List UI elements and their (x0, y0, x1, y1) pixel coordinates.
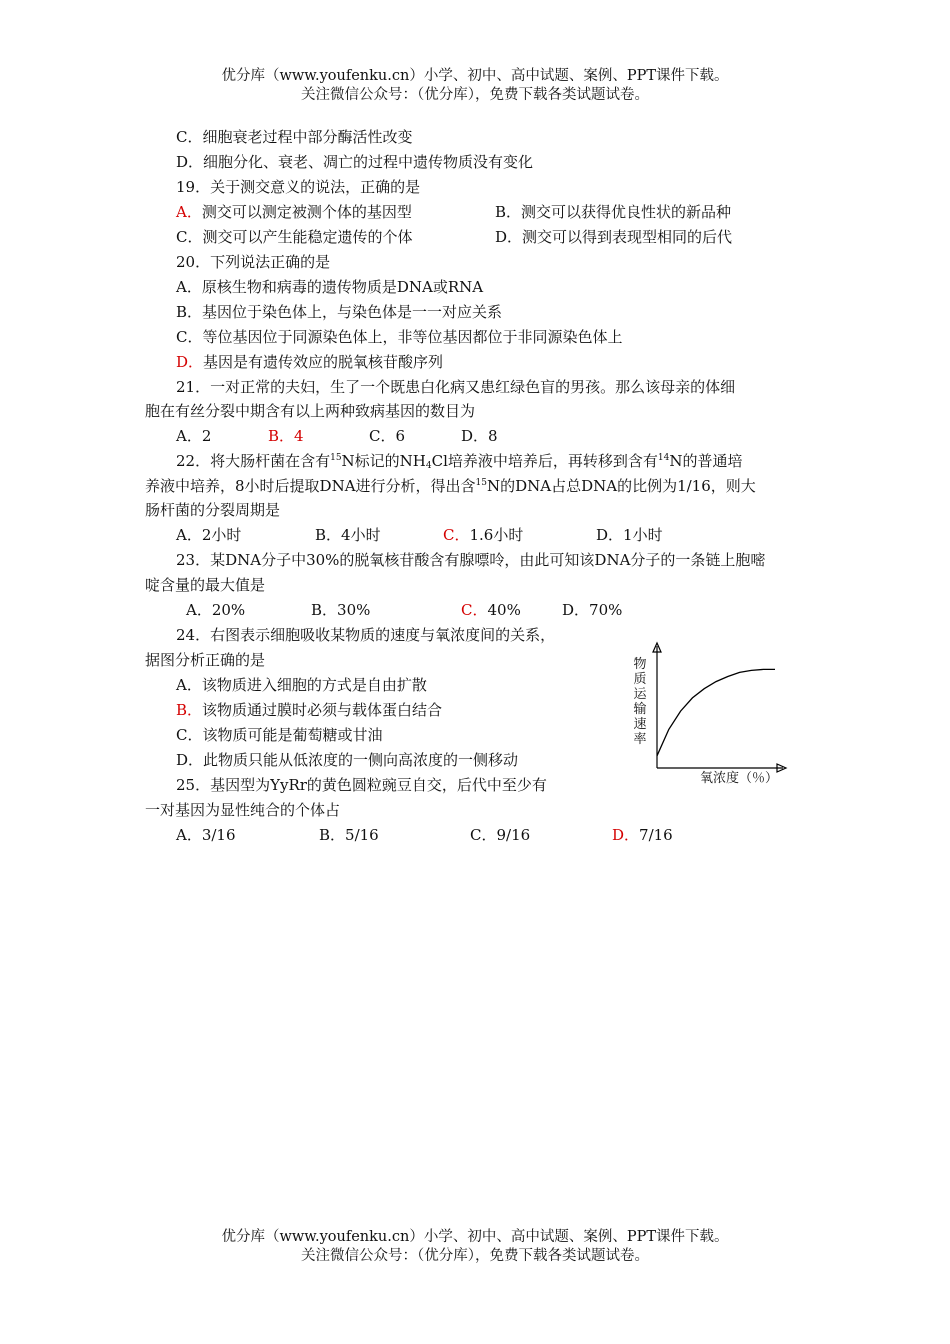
q22-option-c-text: 1.6小时 (469, 526, 524, 544)
q24-option-d: D．此物质只能从低浓度的一侧向高浓度的一侧移动 (176, 751, 519, 769)
isotope-superscript: 15 (475, 478, 487, 488)
series-line (657, 669, 775, 755)
q22-option-a: A．2小时 (176, 526, 242, 544)
q19-option-d: D．测交可以得到表现型相同的后代 (495, 228, 733, 246)
q19-option-c: C．测交可以产生能稳定遗传的个体 (176, 228, 413, 246)
q18-option-c: C．细胞衰老过程中部分酶活性改变 (176, 128, 413, 146)
q24-stem-line-1: 24．右图表示细胞吸收某物质的速度与氧浓度间的关系， (176, 626, 556, 644)
y-label-char: 质 (633, 672, 647, 687)
q25-stem-line-2: 一对基因为显性纯合的个体占 (145, 801, 341, 819)
q19-option-b: B．测交可以获得优良性状的新品种 (495, 203, 732, 221)
q21-option-c: C．6 (369, 427, 406, 445)
q24-stem-line-2: 据图分析正确的是 (145, 651, 266, 669)
q25-option-a: A．3/16 (176, 826, 236, 844)
q20-option-c: C．等位基因位于同源染色体上，非等位基因都位于非同源染色体上 (176, 328, 623, 346)
q23-option-c-text: 40% (487, 601, 521, 619)
answer-mark: A． (176, 203, 202, 221)
q20-option-d (176, 352, 443, 372)
q20-option-b: B．基因位于染色体上，与染色体是一一对应关系 (176, 303, 503, 321)
q19-option-a (176, 202, 412, 222)
q25-option-c: C．9/16 (470, 826, 531, 844)
q20-option-d-text: 基因是有遗传效应的脱氧核苷酸序列 (203, 353, 444, 371)
q23-option-c (461, 600, 521, 620)
q22-text: 养液中培养，8小时后提取DNA进行分析，得出含 (145, 477, 476, 495)
q21-option-b: B．4 (268, 427, 304, 445)
q25-stem-line-1: 25．基因型为YyRr的黄色圆粒豌豆自交，后代中至少有 (176, 776, 547, 794)
header-line-1: 优分库（www.youfenku.cn）小学、初中、高中试题、案例、PPT课件下载。 (221, 68, 729, 84)
q22-stem-line-1 (176, 451, 743, 471)
q21-stem-line-2: 胞在有丝分裂中期含有以上两种致病基因的数目为 (145, 402, 476, 420)
q24-option-b (176, 700, 442, 720)
q21-option-a: A．2 (176, 427, 212, 445)
isotope-superscript: 15 (330, 453, 342, 463)
isotope-superscript: 14 (657, 453, 670, 463)
q21-stem-line-1: 21．一对正常的夫妇，生了一个既患白化病又患红绿色盲的男孩。那么该母亲的体细 (176, 378, 736, 396)
q25-option-d (612, 825, 673, 845)
answer-mark: C． (443, 526, 470, 544)
q19-stem: 19．关于测交意义的说法，正确的是 (176, 178, 421, 196)
q22-text: N标记的NH (341, 452, 426, 470)
q20-option-a: A．原核生物和病毒的遗传物质是DNA或RNA (176, 278, 484, 296)
footer-line-2: 关注微信公众号：（优分库），免费下载各类试题试卷。 (301, 1248, 649, 1264)
q22-stem-line-3: 肠杆菌的分裂周期是 (145, 501, 281, 519)
q24-option-b-text: 该物质通过膜时必须与载体蛋白结合 (202, 701, 443, 719)
q22-option-d: D．1小时 (596, 526, 663, 544)
q23-option-a: A．20% (186, 601, 246, 619)
q23-stem-line-1: 23．某DNA分子中30%的脱氧核苷酸含有腺嘌呤，由此可知该DNA分子的一条链上胞嘧 (176, 551, 766, 569)
q23-option-b: B．30% (311, 601, 371, 619)
answer-mark: D． (176, 353, 204, 371)
answer-mark: B． (176, 701, 203, 719)
y-label-char: 输 (633, 702, 647, 717)
q24-option-c: C．该物质可能是葡萄糖或甘油 (176, 726, 383, 744)
q25-option-b: B．5/16 (319, 826, 379, 844)
y-label-char: 物 (633, 657, 647, 672)
y-label-char: 运 (633, 687, 647, 702)
q22-text: N的普通培 (669, 452, 743, 470)
q24-option-a: A．该物质进入细胞的方式是自由扩散 (176, 676, 427, 694)
q22-text: N的DNA占总DNA的比例为1/16，则大 (486, 477, 756, 495)
answer-mark: C． (461, 601, 488, 619)
q23-stem-line-2: 啶含量的最大值是 (145, 576, 266, 594)
q20-stem: 20．下列说法正确的是 (176, 253, 331, 271)
x-axis-label: 氧浓度（％） (700, 771, 779, 786)
footer-line-1: 优分库（www.youfenku.cn）小学、初中、高中试题、案例、PPT课件下载。 (221, 1229, 729, 1245)
answer-mark: D． (612, 826, 640, 844)
header-line-2: 关注微信公众号：（优分库），免费下载各类试题试卷。 (301, 87, 649, 103)
y-label-char: 速 (633, 717, 647, 732)
q25-option-d-text: 7/16 (639, 826, 673, 844)
q22-option-b: B．4小时 (315, 526, 381, 544)
y-label-char: 率 (633, 732, 647, 747)
q22-text: Cl培养液中培养后，再转移到含有 (431, 452, 658, 470)
q21-option-d: D．8 (461, 427, 498, 445)
q22-option-c (443, 525, 523, 545)
q23-option-d: D．70% (562, 601, 623, 619)
q19-option-a-text: 测交可以测定被测个体的基因型 (201, 203, 412, 221)
formula-subscript: 4 (425, 461, 432, 471)
q22-stem-line-2 (145, 476, 756, 496)
q22-text: 22．将大肠杆菌在含有 (176, 452, 331, 470)
q18-option-d: D．细胞分化、衰老、凋亡的过程中遗传物质没有变化 (176, 153, 534, 171)
